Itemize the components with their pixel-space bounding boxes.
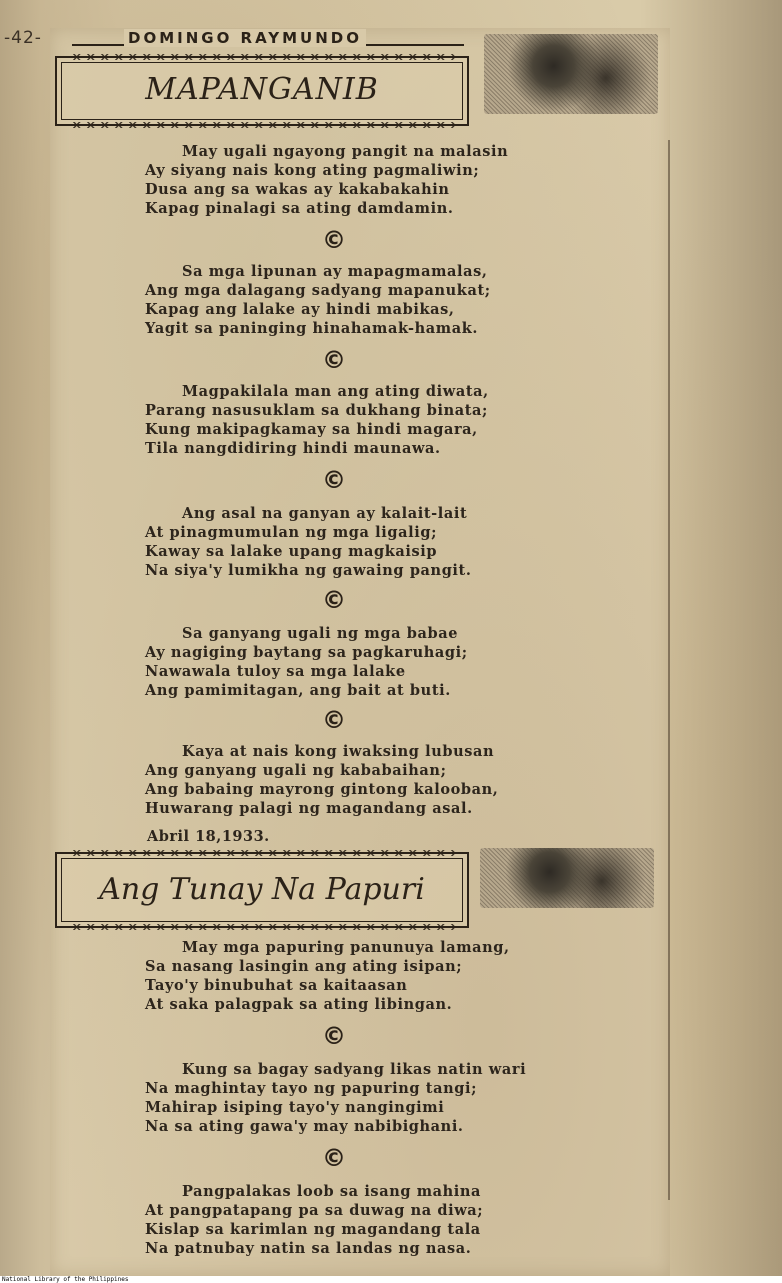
author-photo-1: [484, 34, 658, 114]
verse-line: Ang ganyang ugali ng kababaihan;: [145, 762, 447, 779]
poem-1-stanza-4: [145, 504, 555, 580]
poem-1-stanza-6: [145, 742, 555, 818]
verse-line: Kung sa bagay sadyang likas natin wari: [182, 1061, 527, 1078]
poem-1-stanza-5: [145, 624, 555, 700]
verse-line: May ugali ngayong pangit na malasin: [182, 143, 509, 160]
verse-line: Mahirap isiping tayo'y nangingimi: [145, 1099, 445, 1116]
author-name: DOMINGO RAYMUNDO: [124, 29, 366, 47]
ornament-icon: ©: [322, 466, 346, 494]
ornament-icon: ©: [322, 226, 346, 254]
verse-line: Huwarang palagi ng magandang asal.: [145, 800, 473, 817]
ornament-icon: ©: [322, 706, 346, 734]
poem-2-stanza-2: [145, 1060, 555, 1136]
ornament-icon: ©: [322, 346, 346, 374]
verse-line: Kung makipagkamay sa hindi magara,: [145, 421, 478, 438]
verse-line: Ang asal na ganyan ay kalait-lait: [182, 505, 468, 522]
verse-line: Kapag ang lalake ay hindi mabikas,: [145, 301, 455, 318]
verse-line: May mga papuring panunuya lamang,: [182, 939, 510, 956]
verse-line: Na maghintay tayo ng papuring tangi;: [145, 1080, 478, 1097]
title-border-ornament: [69, 850, 455, 856]
page-number-value: 42: [11, 28, 35, 48]
verse-line: Magpakilala man ang ating diwata,: [182, 383, 489, 400]
verse-line: Ang mga dalagang sadyang mapanukat;: [145, 282, 491, 299]
verse-line: Ay nagiging baytang sa pagkaruhagi;: [145, 644, 468, 661]
verse-line: Sa ganyang ugali ng mga babae: [182, 625, 459, 642]
verse-line: Pangpalakas loob sa isang mahina: [182, 1183, 482, 1200]
verse-line: Yagit sa paninging hinahamak-hamak.: [145, 320, 479, 337]
verse-line: Na patnubay natin sa landas ng nasa.: [145, 1240, 472, 1257]
sheet-edge-shadow: [668, 140, 670, 1200]
verse-line: Na sa ating gawa'y may nabibighani.: [145, 1118, 464, 1135]
verse-line: Kaway sa lalake upang magkaisip: [145, 543, 438, 560]
verse-line: Sa mga lipunan ay mapagmamalas,: [182, 263, 488, 280]
poem-1-title-box: [55, 56, 469, 126]
poem-1-stanza-1: [145, 142, 555, 218]
verse-line: Kaya at nais kong iwaksing lubusan: [182, 743, 495, 760]
verse-line: Ang pamimitagan, ang bait at buti.: [145, 682, 451, 699]
verse-line: Dusa ang sa wakas ay kakabakahin: [145, 181, 450, 198]
verse-line: Ang babaing mayrong gintong kalooban,: [145, 781, 499, 798]
poem-1-title: MAPANGANIB: [145, 72, 379, 107]
verse-line: Parang nasusuklam sa dukhang binata;: [145, 402, 488, 419]
verse-line: At saka palagpak sa ating libingan.: [145, 996, 453, 1013]
author-photo-2: [480, 848, 654, 908]
verse-line: At pangpatapang pa sa duwag na diwa;: [145, 1202, 484, 1219]
verse-line: Na siya'y lumikha ng gawaing pangit.: [145, 562, 472, 579]
verse-line: Tayo'y binubuhat sa kaitaasan: [145, 977, 408, 994]
poem-1-stanza-3: [145, 382, 555, 458]
verse-line: Kislap sa karimlan ng magandang tala: [145, 1221, 481, 1238]
page-number: -42-: [4, 28, 42, 48]
title-border-ornament: [69, 122, 455, 128]
archive-credit: National Library of the Philippines: [2, 1276, 129, 1283]
title-border-ornament: [69, 924, 455, 930]
verse-line: Nawawala tuloy sa mga lalake: [145, 663, 406, 680]
ornament-icon: ©: [322, 586, 346, 614]
poem-2-stanza-3: [145, 1182, 555, 1258]
poem-1-stanza-2: [145, 262, 555, 338]
ornament-icon: ©: [322, 1144, 346, 1172]
poem-2-title: Ang Tunay Na Papuri: [99, 872, 425, 907]
verse-line: Kapag pinalagi sa ating damdamin.: [145, 200, 454, 217]
poem-2-title-box: [55, 852, 469, 928]
verse-line: At pinagmumulan ng mga ligalig;: [145, 524, 438, 541]
poem-2-stanza-1: [145, 938, 555, 1014]
verse-line: Ay siyang nais kong ating pagmaliwin;: [145, 162, 480, 179]
title-border-ornament: [69, 54, 455, 60]
verse-line: Sa nasang lasingin ang ating isipan;: [145, 958, 463, 975]
ornament-icon: ©: [322, 1022, 346, 1050]
poem-1-date: Abril 18,1933.: [147, 828, 270, 845]
verse-line: Tila nangdidiring hindi maunawa.: [145, 440, 441, 457]
